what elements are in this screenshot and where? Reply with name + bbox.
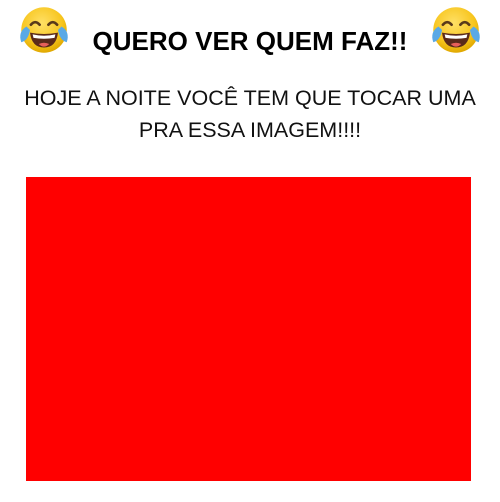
meme-title: QUERO VER QUEM FAZ!!: [92, 26, 408, 56]
red-image: [26, 177, 471, 481]
subtitle-line-2: PRA ESSA IMAGEM!!!!: [138, 118, 362, 142]
meme-subtitle: [0, 82, 500, 146]
subtitle-line-1: HOJE A NOITE VOCÊ TEM QUE TOCAR UMA: [24, 86, 476, 110]
